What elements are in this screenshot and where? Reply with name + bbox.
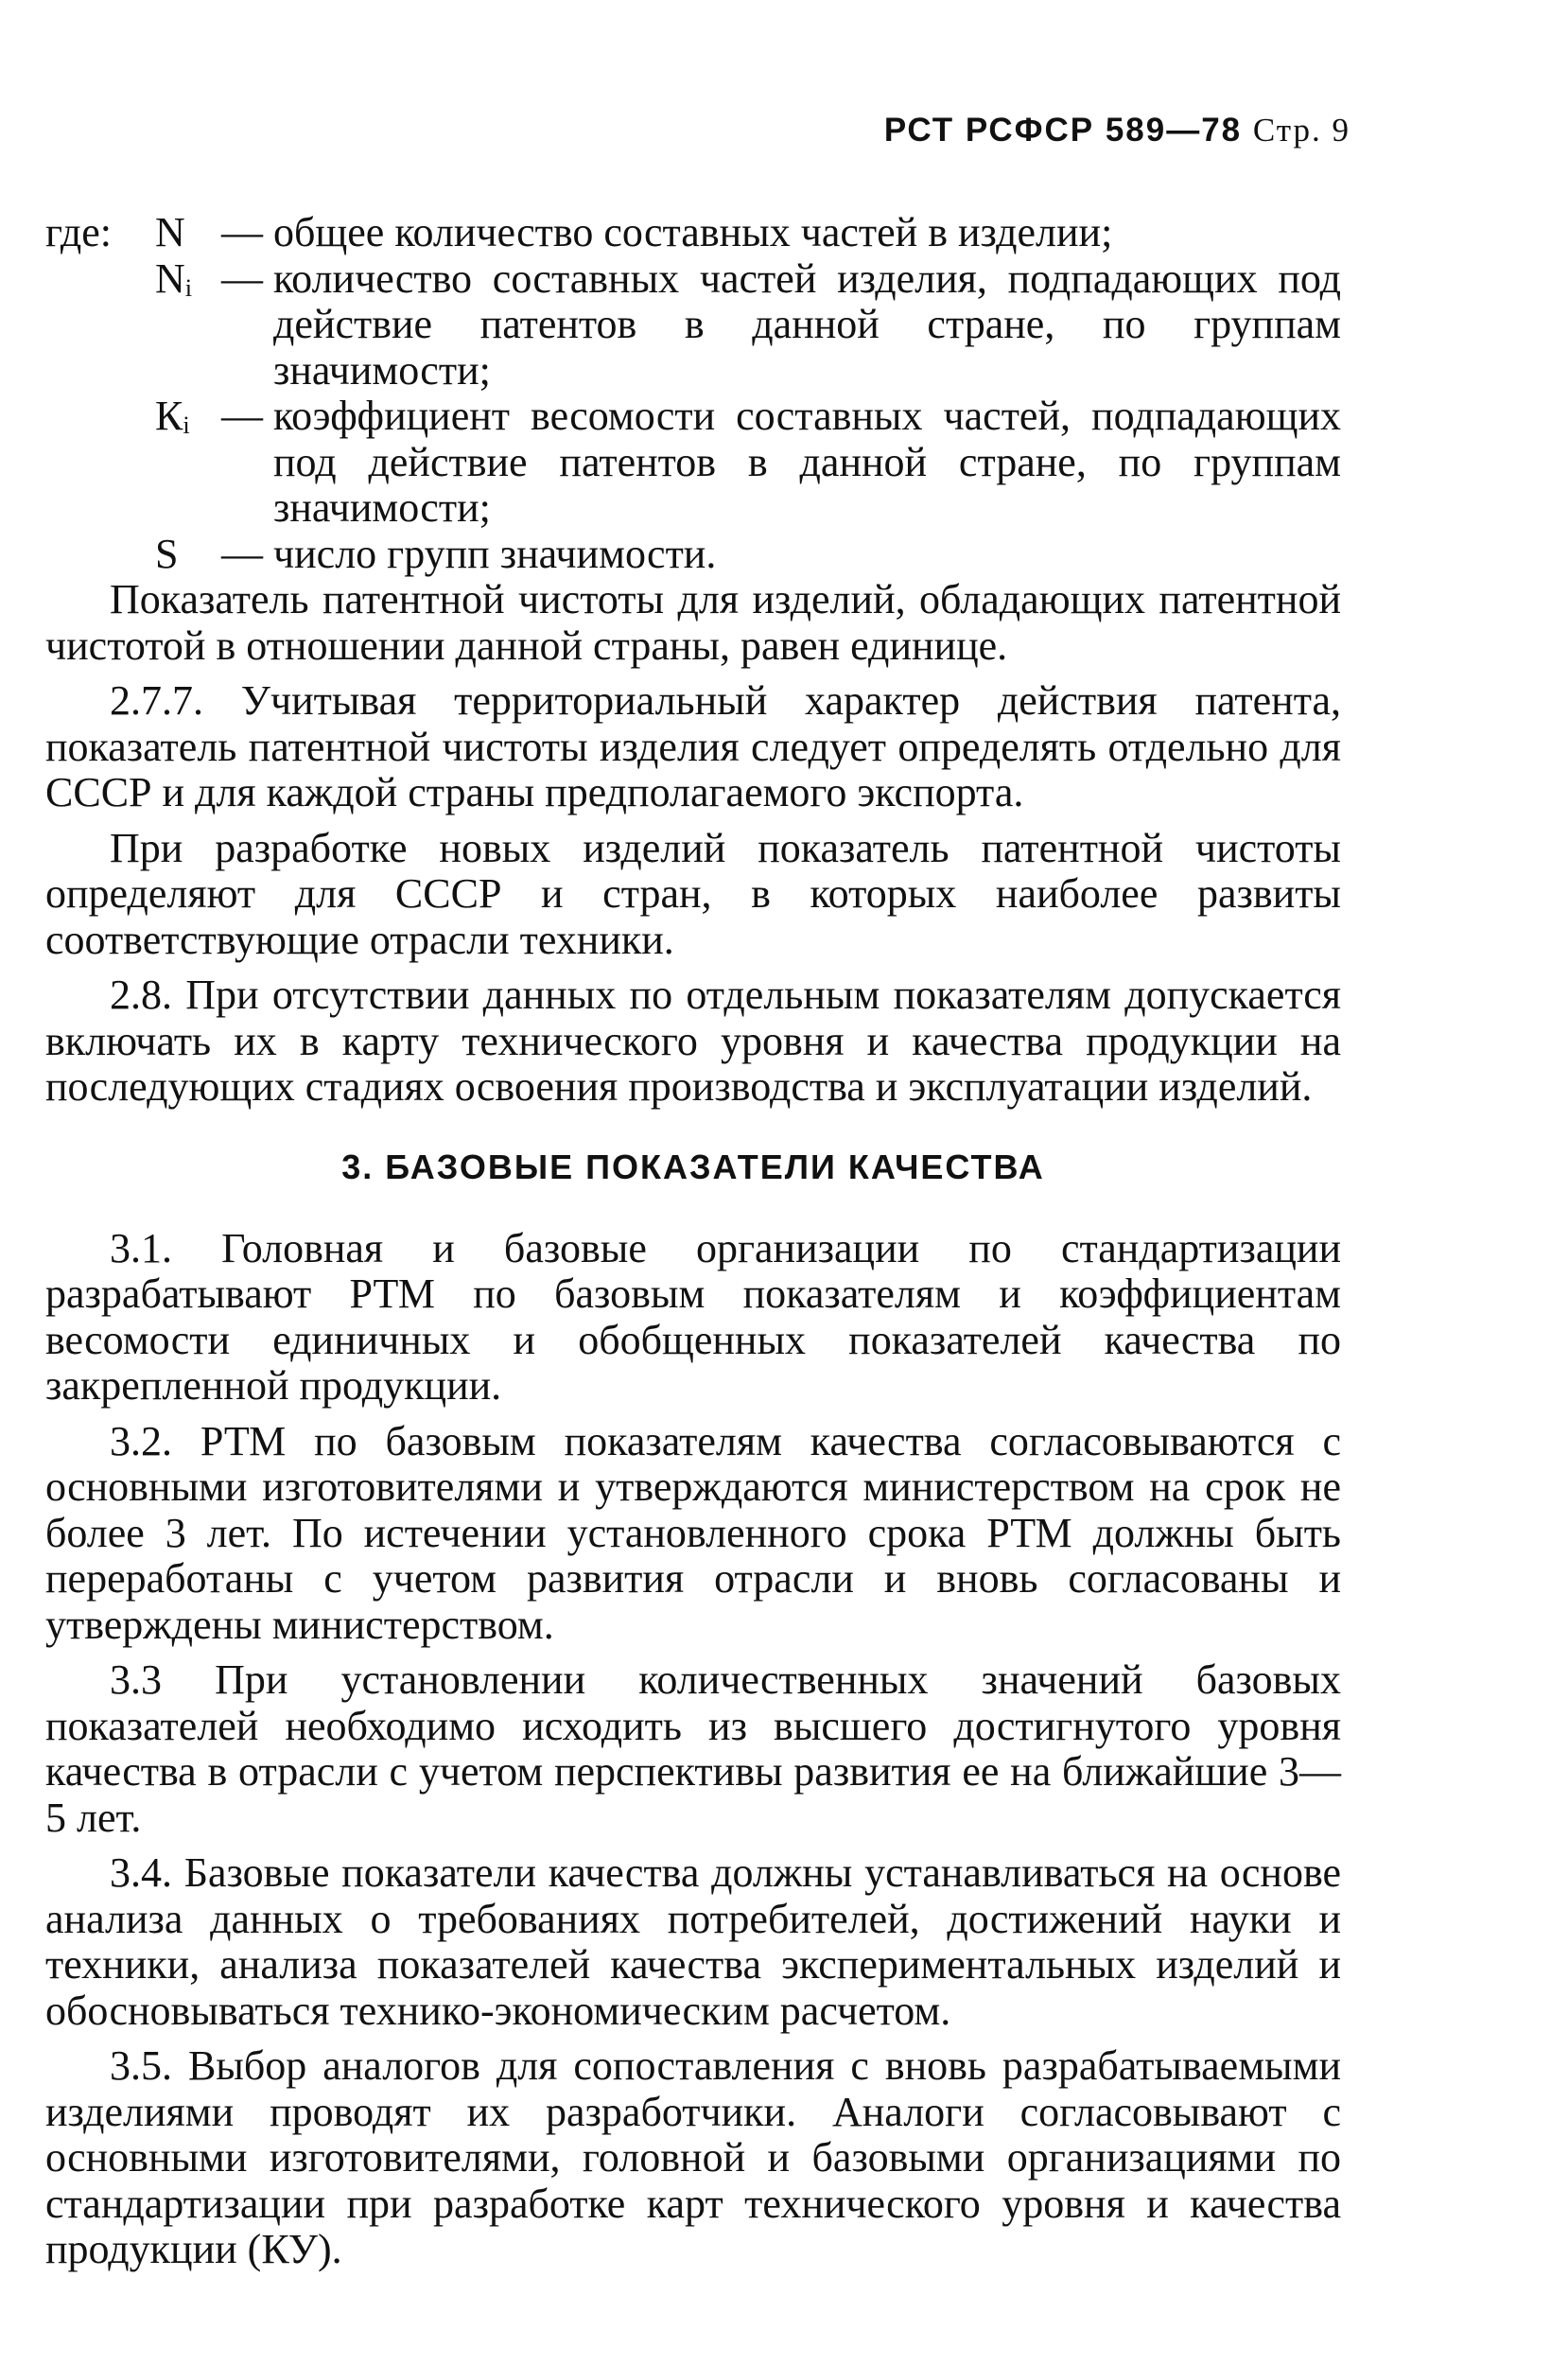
paragraph: Показатель патентной чистоты для изделий, обладающих патентной чистотой в отношении данной страны, равен единице. xyxy=(45,576,1341,669)
definition-dash: — xyxy=(221,209,263,255)
paragraph: При разработке новых изделий показатель патентной чистоты определяют для СССР и стран, в которых наиболее развиты соответствующие отрасли техники. xyxy=(45,824,1341,963)
section-title: 3. БАЗОВЫЕ ПОКАЗАТЕЛИ КАЧЕСТВА xyxy=(341,1147,1045,1186)
definitions-lead: где: xyxy=(45,209,112,255)
definition-symbol: N xyxy=(155,209,185,255)
page-header xyxy=(884,112,1350,149)
definition-dash: — xyxy=(221,530,263,577)
header-page-number: Стр. 9 xyxy=(1252,112,1350,149)
paragraph: 3.3 При установлении количественных значений базовых показателей необходимо исходить из высшего достигнутого уровня качества в отрасли с учетом перспективы развития ее на ближайшие 3—5 лет. xyxy=(45,1656,1341,1841)
paragraph: 3.5. Выбор аналогов для сопоставления с вновь разрабатываемыми изделиями проводят их разработчики. Аналоги согласовывают с основными изготовителями, головной и базовыми организациями по стандартизации при разработке карт технического уровня и качества продукции (КУ). xyxy=(45,2042,1341,2272)
definition-symbol: Nᵢ xyxy=(155,254,192,302)
paragraph: 2.8. При отсутствии данных по отдельным показателям допускается включать их в карту технического уровня и качества продукции на последующих стадиях освоения производства и эксплуатации изделий. xyxy=(45,972,1341,1110)
paragraph: 3.4. Базовые показатели качества должны устанавливаться на основе анализа данных о требованиях потребителей, достижений науки и техники, анализа показателей качества экспериментальных изделий и обосновываться технико-экономическим расчетом. xyxy=(45,1849,1341,2034)
definition-symbol: S xyxy=(155,530,179,577)
definition-symbol: Кᵢ xyxy=(155,393,190,439)
definition-text: число групп значимости. xyxy=(273,530,717,577)
definition-dash: — xyxy=(221,254,263,302)
definition-text: общее количество составных частей в изделии; xyxy=(273,209,1113,255)
definition-text: коэффициент весомости составных частей, подпадающих под действие патентов в данной стране, по группам значимости; xyxy=(273,393,1341,531)
definition-item xyxy=(45,210,1341,256)
paragraph: 3.1. Головная и базовые организации по стандартизации разрабатывают РТМ по базовым показателям и коэффициентам весомости единичных и обобщенных показателей качества по закрепленной продукции. xyxy=(45,1224,1341,1409)
definition-item xyxy=(45,256,1341,394)
definitions-list xyxy=(45,210,1341,577)
paragraph: 2.7.7. Учитывая территориальный характер действия патента, показатель патентной чистоты изделия следует определять отдельно для СССР и для каждой страны предполагаемого экспорта. xyxy=(45,677,1341,815)
definition-item xyxy=(45,532,1341,578)
definition-dash: — xyxy=(221,393,263,439)
definition-text: количество составных частей изделия, подпадающих под действие патентов в данной стране, по группам значимости; xyxy=(273,254,1341,394)
page-content xyxy=(45,210,1341,2273)
paragraph: 3.2. РТМ по базовым показателям качества согласовываются с основными изготовителями и утверждаются министерством на срок не более 3 лет. По истечении установленного срока РТМ должны быть переработаны с учетом развития отрасли и вновь согласованы и утверждены министерством. xyxy=(45,1417,1341,1648)
header-doc-code: РСТ РСФСР 589—78 xyxy=(883,112,1243,149)
definition-item xyxy=(45,394,1341,532)
